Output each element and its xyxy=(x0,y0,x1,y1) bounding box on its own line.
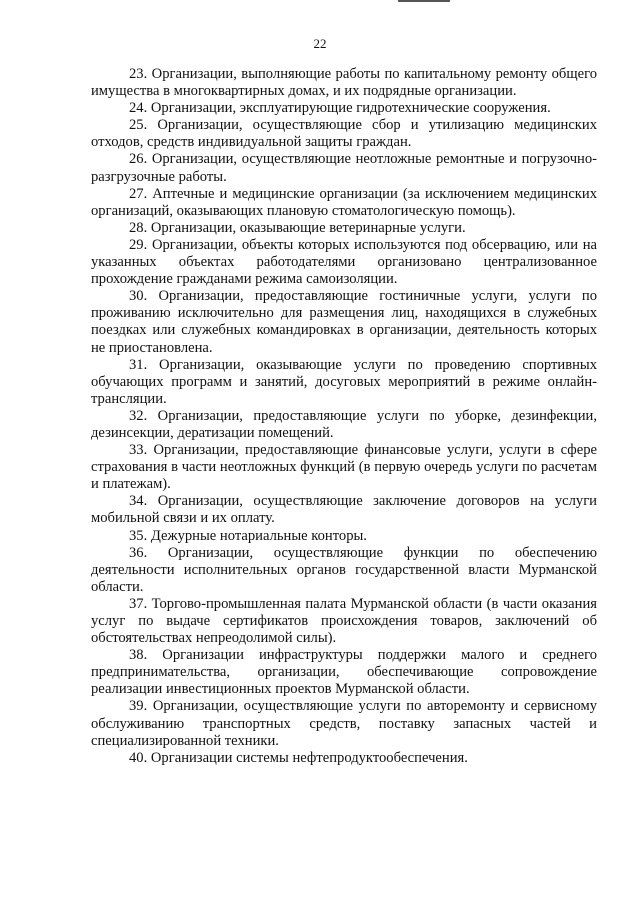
list-item: 31. Организации, оказывающие услуги по проведению спортивных обучающих программ и занятий, досуговых мероприятий в режиме онлайн-трансляции. xyxy=(91,356,597,407)
list-item: 30. Организации, предоставляющие гостиничные услуги, услуги по проживанию исключительно для размещения лиц, находящихся в служебных поездках или служебных командировках в организации, деятельность которых не приостановлена. xyxy=(91,288,597,356)
list-item: 38. Организации инфраструктуры поддержки малого и среднего предпринимательства, организации, обеспечивающие сопровождение реализации инвестиционных проектов Мурманской области. xyxy=(91,647,597,698)
list-item: 37. Торгово-промышленная палата Мурманской области (в части оказания услуг по выдаче сертификатов происхождения товаров, заключений об обстоятельствах непреодолимой силы). xyxy=(91,595,597,647)
list-item: 25. Организации, осуществляющие сбор и утилизацию медицинских отходов, средств индивидуальной защиты граждан. xyxy=(91,117,597,151)
list-item: 35. Дежурные нотариальные конторы. xyxy=(129,527,367,544)
list-item: 28. Организации, оказывающие ветеринарные услуги. xyxy=(129,219,466,236)
list-item: 23. Организации, выполняющие работы по капитальному ремонту общего имущества в многоквартирных домах, и их подрядные организации. xyxy=(91,66,597,100)
list-item: 27. Аптечные и медицинские организации (за исключением медицинских организаций, оказывающих плановую стоматологическую помощь). xyxy=(91,185,597,219)
item-list xyxy=(91,66,597,767)
list-item: 34. Организации, осуществляющие заключение договоров на услуги мобильной связи и их оплату. xyxy=(91,493,597,527)
list-item: 26. Организации, осуществляющие неотложные ремонтные и погрузочно-разгрузочные работы. xyxy=(91,151,597,185)
list-item: 24. Организации, эксплуатирующие гидротехнические сооружения. xyxy=(129,100,551,117)
list-item: 36. Организации, осуществляющие функции по обеспечению деятельности исполнительных органов государственной власти Мурманской области. xyxy=(91,544,597,595)
list-item: 39. Организации, осуществляющие услуги по авторемонту и сервисному обслуживанию транспортных средств, поставку запасных частей и специализированной техники. xyxy=(91,698,597,749)
list-item: 33. Организации, предоставляющие финансовые услуги, услуги в сфере страхования в части неотложных функций (в первую очередь услуги по расчетам и платежам). xyxy=(91,442,597,493)
list-item: 29. Организации, объекты которых используются под обсервацию, или на указанных объектах работодателями организовано централизованное прохождение гражданами режима самоизоляции. xyxy=(91,236,597,288)
list-item: 32. Организации, предоставляющие услуги по уборке, дезинфекции, дезинсекции, дератизации помещений. xyxy=(91,407,597,441)
list-item: 40. Организации системы нефтепродуктообеспечения. xyxy=(129,749,468,766)
page-number: 22 xyxy=(313,36,327,51)
top-edge-rule xyxy=(398,0,450,2)
